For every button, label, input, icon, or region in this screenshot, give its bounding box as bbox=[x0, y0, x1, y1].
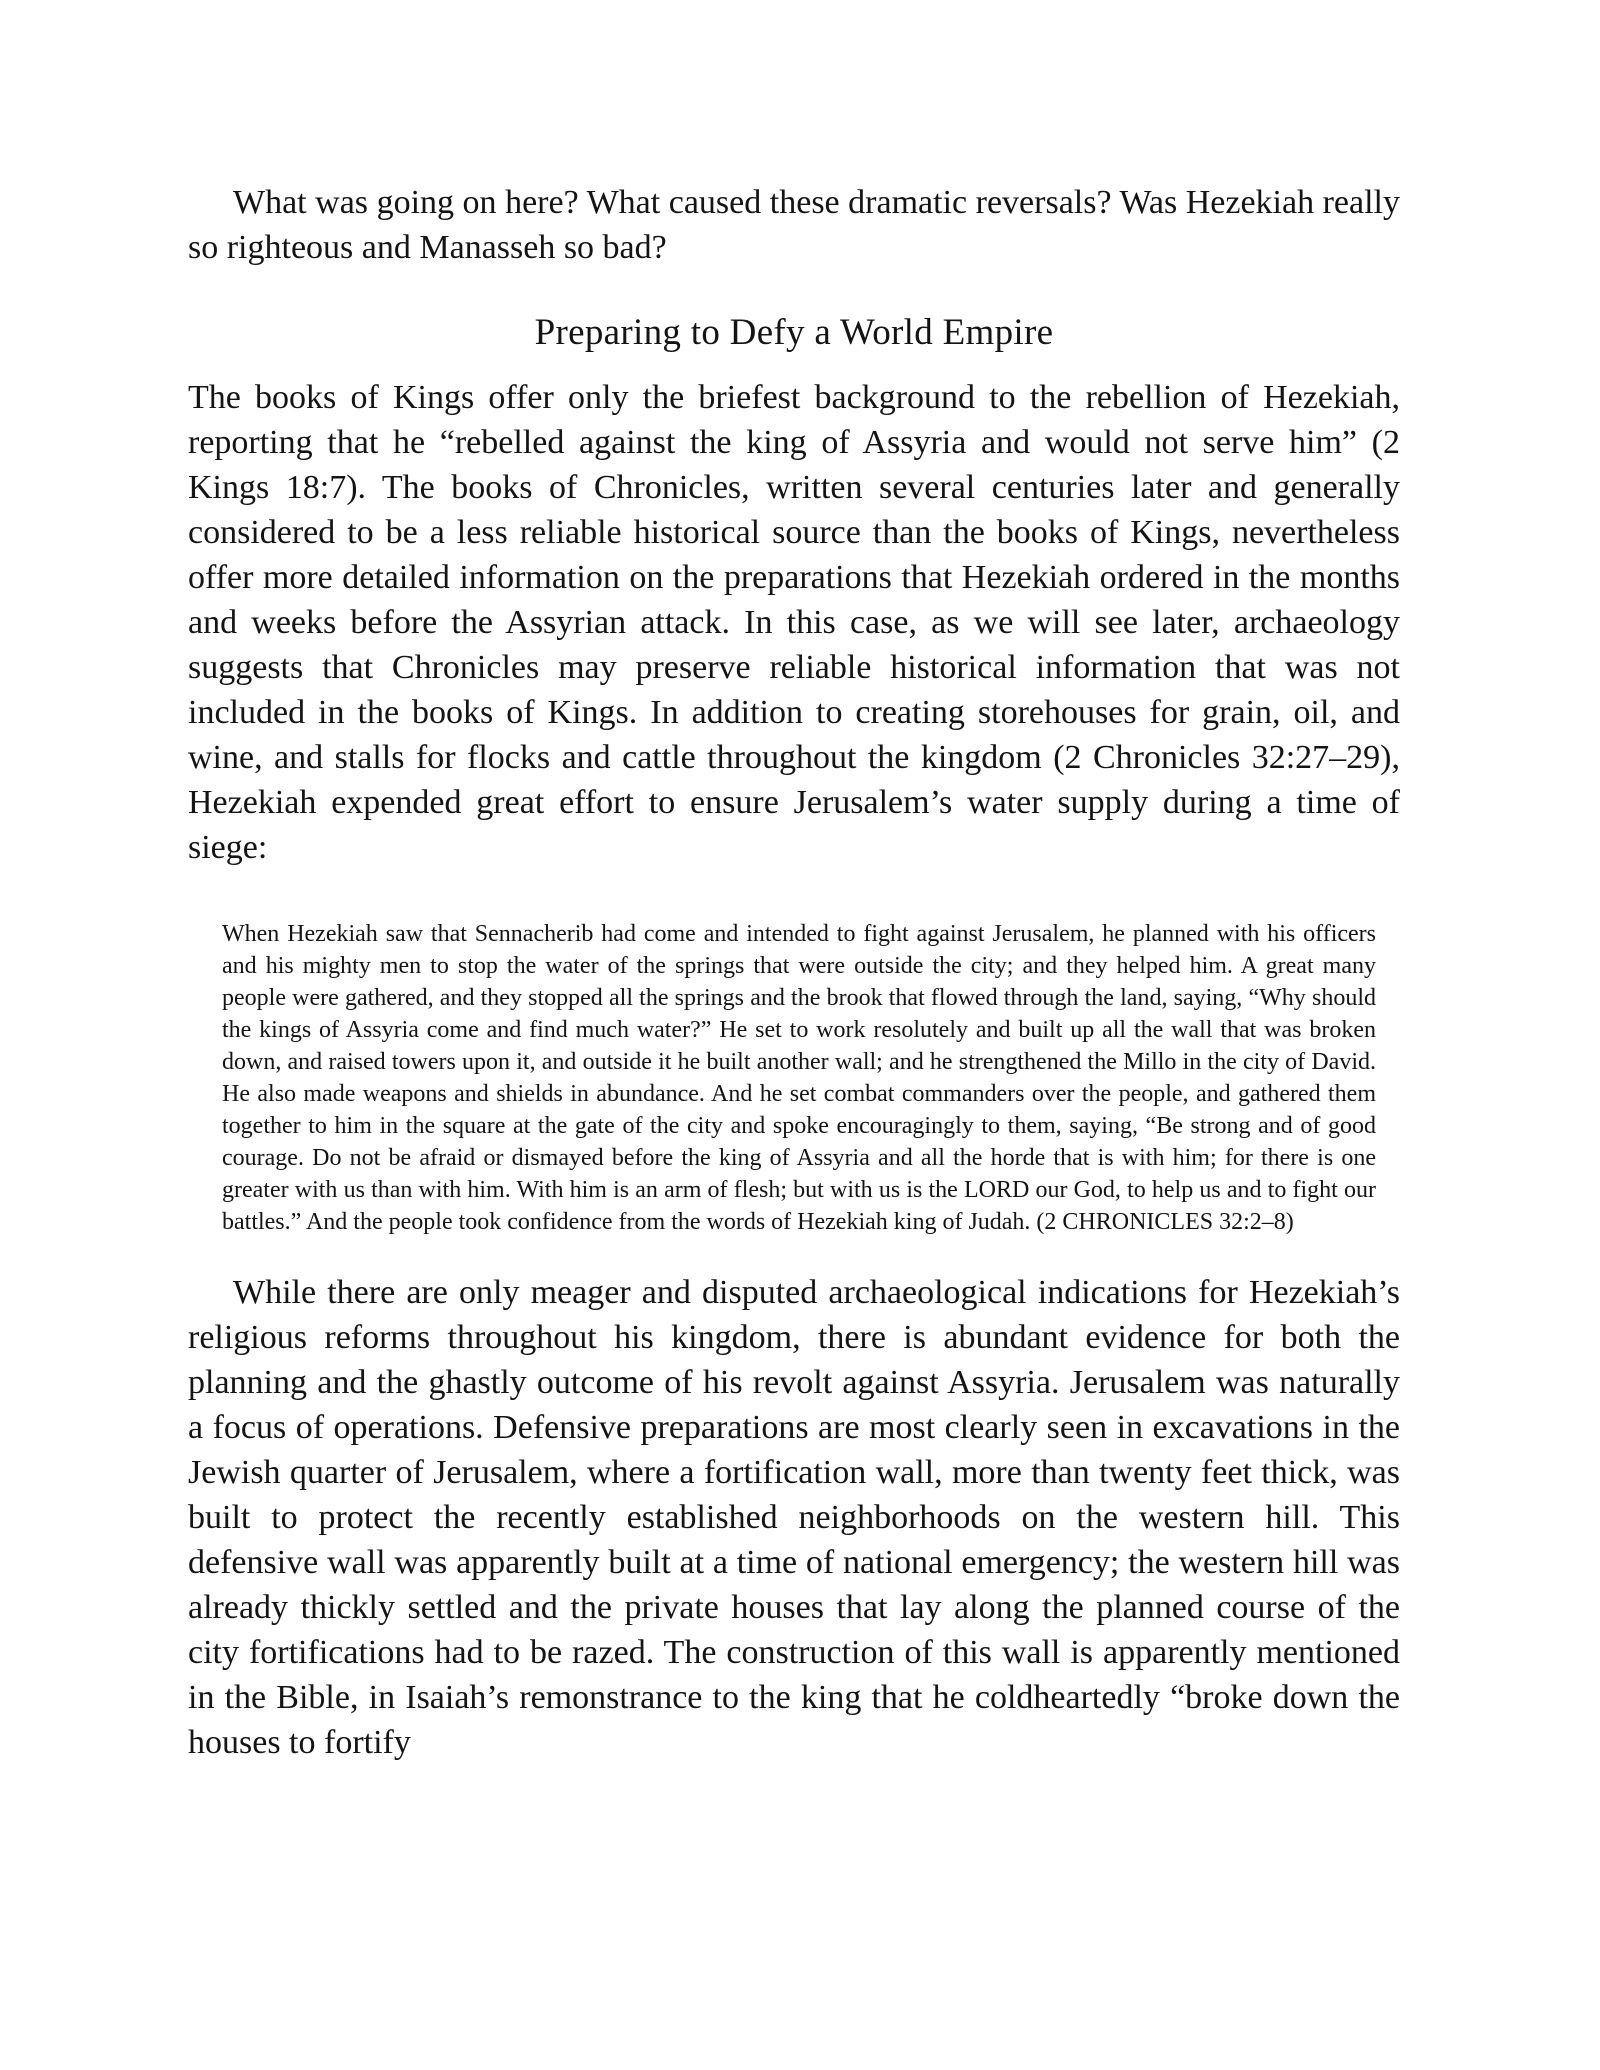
document-page bbox=[188, 180, 1400, 1765]
archaeology-paragraph: While there are only meager and disputed archaeological indications for Hezekiah’s religious reforms throughout his kingdom, there is abundant evidence for both the planning and the ghastly outcome of his revolt against Assyria. Jerusalem was naturally a focus of operations. Defensive preparations are most clearly seen in excavations in the Jewish quarter of Jerusalem, where a fortification wall, more than twenty feet thick, was built to protect the recently established neighborhoods on the western hill. This defensive wall was apparently built at a time of national emergency; the western hill was already thickly settled and the private houses that lay along the planned course of the city fortifications had to be razed. The construction of this wall is apparently mentioned in the Bible, in Isaiah’s remonstrance to the king that he coldheartedly “broke down the houses to fortify bbox=[188, 1274, 1400, 1761]
chronicles-block-quote: When Hezekiah saw that Sennacherib had come and intended to fight against Jerusalem, he planned with his officers and his mighty men to stop the water of the springs that were outside the city; and they helped him. A great many people were gathered, and they stopped all the springs and the brook that flowed through the land, saying, “Why should the kings of Assyria come and find much water?” He set to work resolutely and built up all the wall that was broken down, and raised towers upon it, and outside it he built another wall; and he strengthened the Millo in the city of David. He also made weapons and shields in abundance. And he set combat commanders over the people, and gathered them together to him in the square at the gate of the city and spoke encouragingly to them, saying, “Be strong and of good courage. Do not be afraid or dismayed before the king of Assyria and all the horde that is with him; for there is one greater with us than with him. With him is an arm of flesh; but with us is the LORD our God, to help us and to fight our battles.” And the people took confidence from the words of Hezekiah king of Judah. (2 CHRONICLES 32:2–8) bbox=[222, 921, 1376, 1235]
section-heading: Preparing to Defy a World Empire bbox=[534, 312, 1054, 353]
intro-paragraph: What was going on here? What caused these dramatic reversals? Was Hezekiah really so righteous and Manasseh so bad? bbox=[188, 184, 1400, 266]
kings-paragraph: The books of Kings offer only the briefest background to the rebellion of Hezekiah, reporting that he “rebelled against the king of Assyria and would not serve him” (2 Kings 18:7). The books of Chronicles, written several centuries later and generally considered to be a less reliable historical source than the books of Kings, nevertheless offer more detailed information on the preparations that Hezekiah ordered in the months and weeks before the Assyrian attack. In this case, as we will see later, archaeology suggests that Chronicles may preserve reliable historical information that was not included in the books of Kings. In addition to creating storehouses for grain, oil, and wine, and stalls for flocks and cattle throughout the kingdom (2 Chronicles 32:27–29), Hezekiah expended great effort to ensure Jerusalem’s water supply during a time of siege: bbox=[188, 379, 1400, 866]
